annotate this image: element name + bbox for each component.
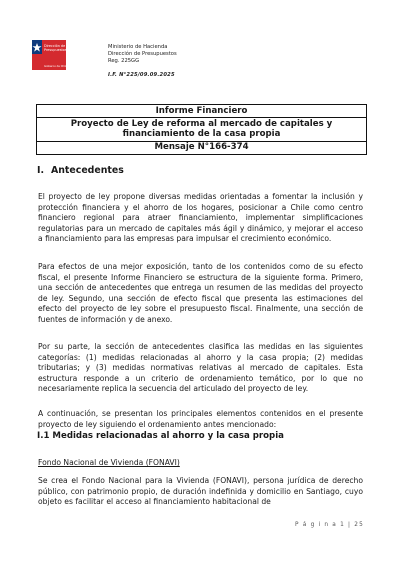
section-number: I. (37, 165, 45, 176)
paragraph-intro: El proyecto de ley propone diversas medidas orientadas a fomentar la inclusión y protección financiera y el ahorro de los hogares, posicionar a Chile como centro financiero regional para atraer financiamiento, implementar simplificaciones regulatorias para un mercado de capitales más ágil y dinámico, y mejorar el acceso a financiamiento para las empresas para impulsar el crecimiento económico. (38, 192, 363, 244)
page-label: P á g i n a (295, 522, 338, 528)
page-footer (295, 522, 364, 528)
section-heading-antecedentes (37, 165, 124, 176)
letterhead-registry: Reg. 225GG (108, 58, 140, 64)
bill-title: Proyecto de Ley de reforma al mercado de capitales y financiamiento de la casa propia (37, 118, 366, 142)
paragraph-continuation: A continuación, se presentan los principales elementos contenidos en el presente proyecto de ley siguiendo el ordenamiento antes mencionado: (38, 409, 363, 429)
logo-text-2: Presupuestos (44, 48, 67, 52)
logo-text-3: Gobierno de Chile (44, 65, 68, 68)
paragraph-categories: Por su parte, la sección de antecedentes clasifica las medidas en las siguientes categorías: (1) medidas relacionadas al ahorro y la casa propia; (2) medidas tributarias; y (3) medidas normativas relativas al mercado de capitales. Esta estructura responde a un criterio de ordenamiento temático, por lo que no necesariamente replica la secuencia del articulado del proyecto de ley. (38, 342, 363, 394)
page-separator: | (348, 522, 352, 528)
dipres-logo (32, 40, 92, 78)
letterhead-reference: I.F. N°225/09.09.2025 (108, 72, 175, 78)
page-total: 25 (354, 522, 364, 528)
report-title-box (36, 104, 367, 155)
letterhead-directorate: Dirección de Presupuestos (108, 51, 177, 57)
letterhead-ministry: Ministerio de Hacienda (108, 44, 168, 50)
letterhead (108, 44, 177, 79)
paragraph-fonavi: Se crea el Fondo Nacional para la Vivienda (FONAVI), persona jurídica de derecho público, con patrimonio propio, de duración indefinida y domicilio en Santiago, cuyo objeto es facilitar el acceso al financiamiento habitacional de (38, 476, 363, 507)
subsection-heading: I.1 Medidas relacionadas al ahorro y la casa propia (37, 431, 284, 441)
message-number: Mensaje N°166-374 (154, 142, 249, 153)
logo-text-1: Dirección de (44, 44, 66, 48)
paragraph-structure: Para efectos de una mejor exposición, tanto de los contenidos como de su efecto fiscal, el presente Informe Financiero se estructura de la siguiente forma. Primero, una sección de antecedentes que entrega un resumen de las medidas del proyecto de ley. Segundo, una sección de efecto fiscal que presenta las estimaciones del efecto del proyecto de ley sobre el presupuesto fiscal. Finalmente, una sección de fuentes de información y de anexo. (38, 262, 363, 324)
page-number: 1 (340, 522, 345, 528)
logo-red-block (32, 54, 42, 70)
topic-heading-fonavi: Fondo Nacional de Vivienda (FONAVI) (38, 458, 180, 467)
report-type-heading: Informe Financiero (37, 105, 366, 118)
dipres-logo-graphic (32, 40, 92, 78)
section-title: Antecedentes (51, 165, 124, 176)
